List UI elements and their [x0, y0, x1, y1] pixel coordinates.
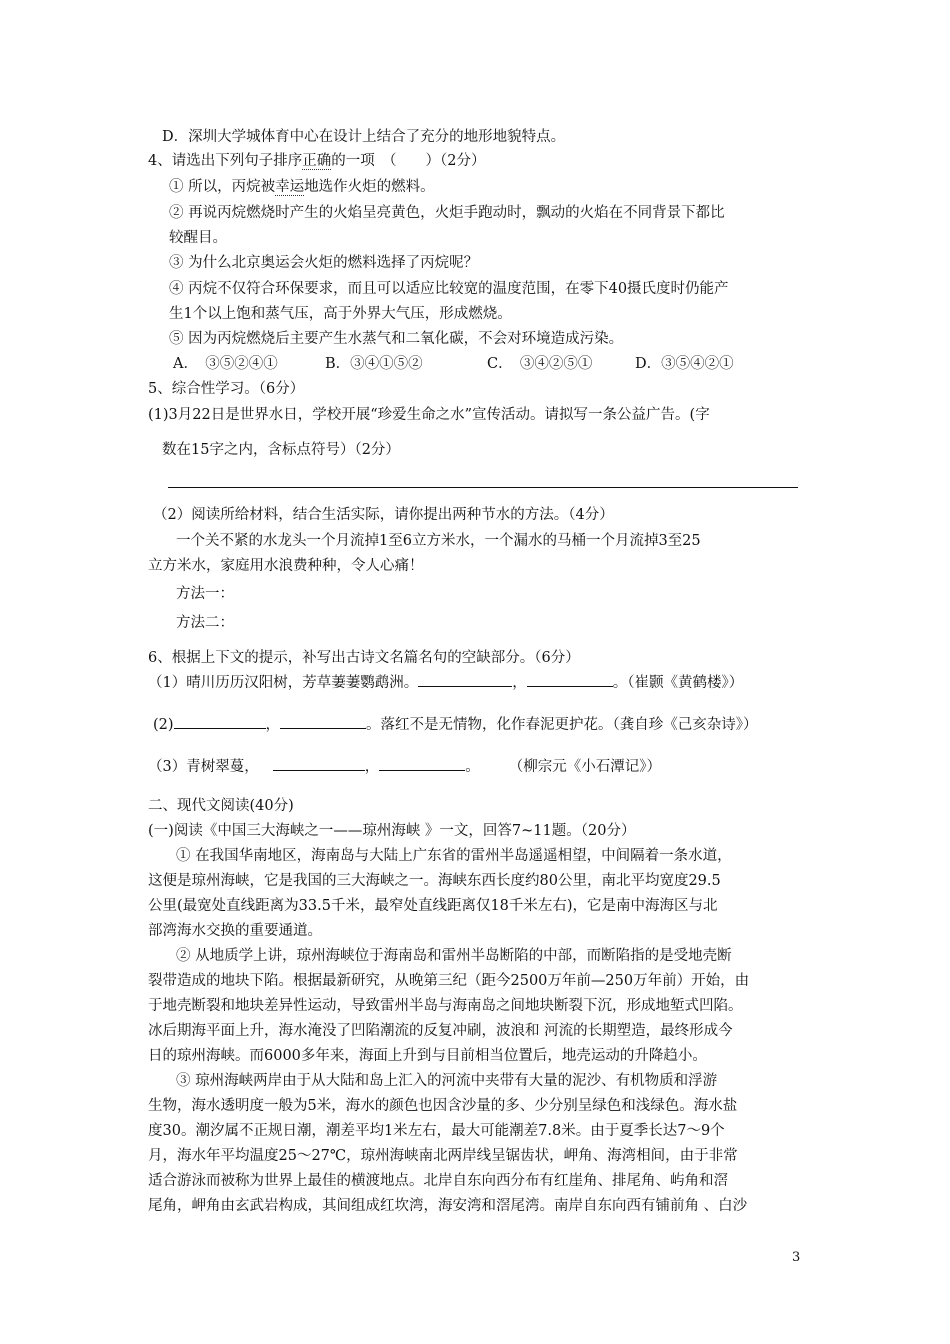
section2-intro: (一)阅读《中国三大海峡之一——琼州海峡 》一文，回答7~11题。（20分）: [148, 823, 636, 839]
q5-part2: （2）阅读所给材料，结合生活实际，请你提出两种节水的方法。（4分）: [153, 507, 614, 523]
q6-l3-after: 。 （柳宗元《小石潭记》）: [465, 759, 661, 775]
q4-sentence-3: ③ 为什么北京奥运会火炬的燃料选择了丙烷呢？: [169, 255, 479, 271]
paragraph-3-line: 度30。潮汐属不正规日潮，潮差平均1米左右，最大可能潮差7.8米。由于夏季长达7～9个: [148, 1123, 725, 1139]
paragraph-3-line: 尾角，岬角由玄武岩构成，其间组成红坎湾，海安湾和滘尾湾。南岸自东向西有铺前角 、白沙: [148, 1198, 748, 1214]
q6-l1-after: 。（崔颢《黄鹤楼》）: [612, 675, 744, 691]
paragraph-2-line: 于地壳断裂和地块差异性运动，导致雷州半岛与海南岛之间地块断裂下沉，形成地堑式凹陷。: [148, 998, 743, 1014]
q6-l1-blank-2[interactable]: [527, 672, 613, 687]
q5-part1a: (1)3月22日是世界水日，学校开展“珍爱生命之水”宣传活动。请拟写一条公益广告。(字: [148, 407, 710, 423]
q6-l3-blank-2[interactable]: [379, 756, 465, 771]
q4-option-a: A． ③⑤②④①: [173, 356, 278, 372]
q6-l2-blank-2[interactable]: [280, 714, 366, 729]
paragraph-3-line: 生物，海水透明度一般为5米，海水的颜色也因含沙量的多、少分别呈绿色和浅绿色。海水盐: [148, 1098, 738, 1114]
q6-line-1: [148, 672, 743, 693]
q4-stem-emphasis: 正确: [302, 153, 332, 169]
paragraph-3-line: 月，海水年平均温度25～27℃，琼州海峡南北两岸线呈锯齿状，岬角、海湾相间，由于非常: [148, 1148, 738, 1164]
q6-l3-comma: ，: [364, 759, 380, 775]
q4-stem: [148, 151, 485, 171]
paragraph-1-line: 公里(最宽处直线距离为33.5千米，最窄处直线距离仅18千米左右)，它是南中海海区与北: [148, 898, 718, 914]
q6-l2-blank-1[interactable]: [174, 714, 266, 729]
q4-option-d: D．③⑤④②①: [635, 356, 734, 372]
q4-s1-after: 地选作火炬的燃料。: [304, 179, 435, 195]
section2-title: 二、现代文阅读(40分): [148, 798, 294, 814]
q4-stem-after: 的一项 （ ）（2分）: [331, 153, 486, 169]
q4-stem-before: 4、请选出下列句子排序: [148, 153, 303, 169]
q5-answer-line[interactable]: [168, 487, 798, 488]
paragraph-1-line: 这便是琼州海峡，它是我国的三大海峡之一。海峡东西长度约80公里，南北平均宽度29.5: [148, 873, 721, 889]
q6-l1-blank-1[interactable]: [418, 672, 512, 687]
q6-title: 6、根据上下文的提示，补写出古诗文名篇名句的空缺部分。（6分）: [148, 650, 580, 666]
q5-material-b: 立方米水，家庭用水浪费种种，令人心痛！: [148, 558, 424, 574]
q4-sentence-4a: ④ 丙烷不仅符合环保要求，而且可以适应比较宽的温度范围，在零下40摄氏度时仍能产: [169, 281, 729, 297]
q5-material-a: 一个关不紧的水龙头一个月流掉1至6立方米水，一个漏水的马桶一个月流掉3至25: [176, 533, 701, 549]
q5-part1b: 数在15字之内，含标点符号）（2分）: [162, 442, 400, 458]
q4-option-c: C． ③④②⑤①: [487, 356, 593, 372]
q6-line-3: [148, 756, 661, 777]
q4-sentence-1: [169, 177, 435, 197]
q4-s1-emphasis: 幸运: [275, 179, 305, 195]
q5-method-2: 方法二：: [176, 615, 234, 631]
paragraph-3-line: 适合游泳而被称为世界上最佳的横渡地点。北岸自东向西分布有红崖角、排尾角、屿角和滘: [148, 1173, 728, 1189]
q6-l2-after: 。落红不是无情物，化作春泥更护花。（龚自珍《己亥杂诗》）: [366, 717, 758, 733]
q4-sentence-4b: 生1个以上饱和蒸气压，高于外界大气压，形成燃烧。: [169, 306, 512, 322]
q5-title: 5、综合性学习。（6分）: [148, 381, 305, 397]
q4-sentence-2b: 较醒目。: [169, 230, 227, 246]
paragraph-2-line: 裂带造成的地块下陷。根据最新研究，从晚第三纪（距今2500万年前—250万年前）开始，由: [148, 973, 750, 989]
q3-option-d: D．深圳大学城体育中心在设计上结合了充分的地形地貌特点。: [162, 129, 566, 145]
q4-sentence-2a: ② 再说丙烷燃烧时产生的火焰呈亮黄色，火炬手跑动时，飘动的火焰在不同背景下都比: [169, 205, 725, 221]
paragraph-3-line: ③ 琼州海峡两岸由于从大陆和岛上汇入的河流中夹带有大量的泥沙、有机物质和浮游: [176, 1073, 718, 1089]
q4-options: [173, 354, 734, 374]
page-number: 3: [792, 1250, 801, 1265]
q6-l2-before: (2): [153, 717, 174, 733]
q4-sentence-5: ⑤ 因为丙烷燃烧后主要产生水蒸气和二氧化碳，不会对环境造成污染。: [169, 331, 624, 347]
paragraph-2-line: 冰后期海平面上升，海水淹没了凹陷潮流的反复冲刷，波浪和 河流的长期塑造，最终形成今: [148, 1023, 733, 1039]
paragraph-1-line: ① 在我国华南地区，海南岛与大陆上广东省的雷州半岛遥遥相望，中间隔着一条水道，: [176, 848, 732, 864]
q6-line-2: [153, 714, 758, 735]
q6-l3-before: （3）青树翠蔓，: [148, 759, 259, 775]
paragraph-2-line: ② 从地质学上讲，琼州海峡位于海南岛和雷州半岛断陷的中部，而断陷指的是受地壳断: [176, 948, 732, 964]
q6-l1-before: （1）晴川历历汉阳树，芳草萋萋鹦鹉洲。: [148, 675, 419, 691]
paragraph-2-line: 日的琼州海峡。而6000多年来，海面上升到与目前相当位置后，地壳运动的升降趋小。: [148, 1048, 707, 1064]
q6-l1-comma: ，: [512, 675, 527, 691]
q6-l3-blank-1[interactable]: [273, 756, 365, 771]
q5-method-1: 方法一：: [176, 586, 234, 602]
q6-l2-comma: ，: [265, 717, 281, 733]
paragraph-1-line: 部湾海水交换的重要通道。: [148, 923, 322, 939]
q4-s1-before: ① 所以，丙烷被: [169, 179, 276, 195]
q4-option-b: B．③④①⑤②: [325, 356, 423, 372]
